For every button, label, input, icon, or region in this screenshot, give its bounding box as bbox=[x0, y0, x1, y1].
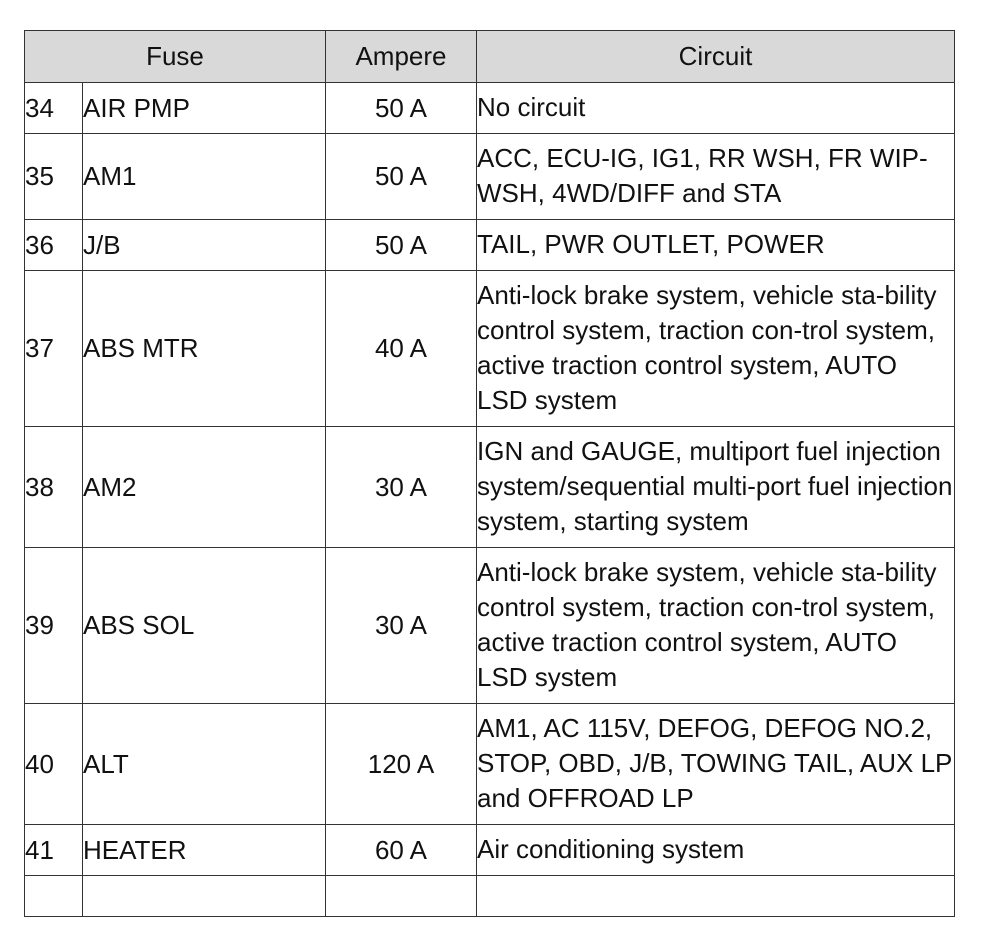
table-row bbox=[25, 271, 955, 427]
circuit-text: ACC, ECU-IG, IG1, RR WSH, FR WIP-WSH, 4WD/DIFF and STA bbox=[477, 143, 928, 208]
fuse-number: 40 bbox=[25, 704, 83, 825]
fuse-ampere: 50 A bbox=[326, 134, 477, 220]
header-ampere: Ampere bbox=[326, 31, 477, 83]
fuse-circuit bbox=[477, 134, 955, 220]
fuse-name: AM1 bbox=[83, 134, 326, 220]
fuse-name: ALT bbox=[83, 704, 326, 825]
empty-cell bbox=[326, 876, 477, 917]
fuse-ampere: 30 A bbox=[326, 548, 477, 704]
empty-cell bbox=[83, 876, 326, 917]
table-row bbox=[25, 825, 955, 876]
circuit-text: Air conditioning system bbox=[477, 834, 745, 864]
fuse-ampere: 40 A bbox=[326, 271, 477, 427]
fuse-ampere: 50 A bbox=[326, 83, 477, 134]
table-row bbox=[25, 220, 955, 271]
fuse-number: 37 bbox=[25, 271, 83, 427]
fuse-ampere: 120 A bbox=[326, 704, 477, 825]
table-row bbox=[25, 548, 955, 704]
circuit-text: TAIL, PWR OUTLET, POWER bbox=[477, 229, 825, 259]
fuse-circuit bbox=[477, 427, 955, 548]
table-header-row bbox=[25, 31, 955, 83]
fuse-circuit bbox=[477, 825, 955, 876]
fuse-number: 36 bbox=[25, 220, 83, 271]
circuit-text: No circuit bbox=[477, 92, 586, 122]
fuse-number: 39 bbox=[25, 548, 83, 704]
circuit-text: IGN and GAUGE, multiport fuel injection system/sequential multi-port fuel injection system, starting system bbox=[477, 436, 953, 536]
table-row bbox=[25, 427, 955, 548]
circuit-text: AM1, AC 115V, DEFOG, DEFOG NO.2, STOP, OBD, J/B, TOWING TAIL, AUX LP and OFFROAD LP bbox=[477, 713, 952, 813]
circuit-text: Anti-lock brake system, vehicle sta-bility control system, traction con-trol system, active traction control system, AUTO LSD system bbox=[477, 557, 937, 692]
fuse-number: 35 bbox=[25, 134, 83, 220]
fuse-name: AM2 bbox=[83, 427, 326, 548]
fuse-number: 38 bbox=[25, 427, 83, 548]
fuse-name: ABS MTR bbox=[83, 271, 326, 427]
table-row bbox=[25, 134, 955, 220]
circuit-text: Anti-lock brake system, vehicle sta-bility control system, traction con-trol system, active traction control system, AUTO LSD system bbox=[477, 280, 937, 415]
empty-cell bbox=[25, 876, 83, 917]
fuse-table bbox=[24, 30, 955, 917]
fuse-name: HEATER bbox=[83, 825, 326, 876]
fuse-number: 41 bbox=[25, 825, 83, 876]
fuse-circuit bbox=[477, 271, 955, 427]
fuse-number: 34 bbox=[25, 83, 83, 134]
header-circuit: Circuit bbox=[477, 31, 955, 83]
fuse-name: J/B bbox=[83, 220, 326, 271]
fuse-circuit bbox=[477, 220, 955, 271]
fuse-circuit bbox=[477, 548, 955, 704]
header-fuse: Fuse bbox=[25, 31, 326, 83]
fuse-name: ABS SOL bbox=[83, 548, 326, 704]
table-row bbox=[25, 83, 955, 134]
fuse-ampere: 50 A bbox=[326, 220, 477, 271]
table-row-cut-off bbox=[25, 876, 955, 917]
fuse-circuit bbox=[477, 83, 955, 134]
fuse-circuit bbox=[477, 704, 955, 825]
fuse-name: AIR PMP bbox=[83, 83, 326, 134]
table-row bbox=[25, 704, 955, 825]
fuse-ampere: 60 A bbox=[326, 825, 477, 876]
fuse-ampere: 30 A bbox=[326, 427, 477, 548]
empty-cell bbox=[477, 876, 955, 917]
